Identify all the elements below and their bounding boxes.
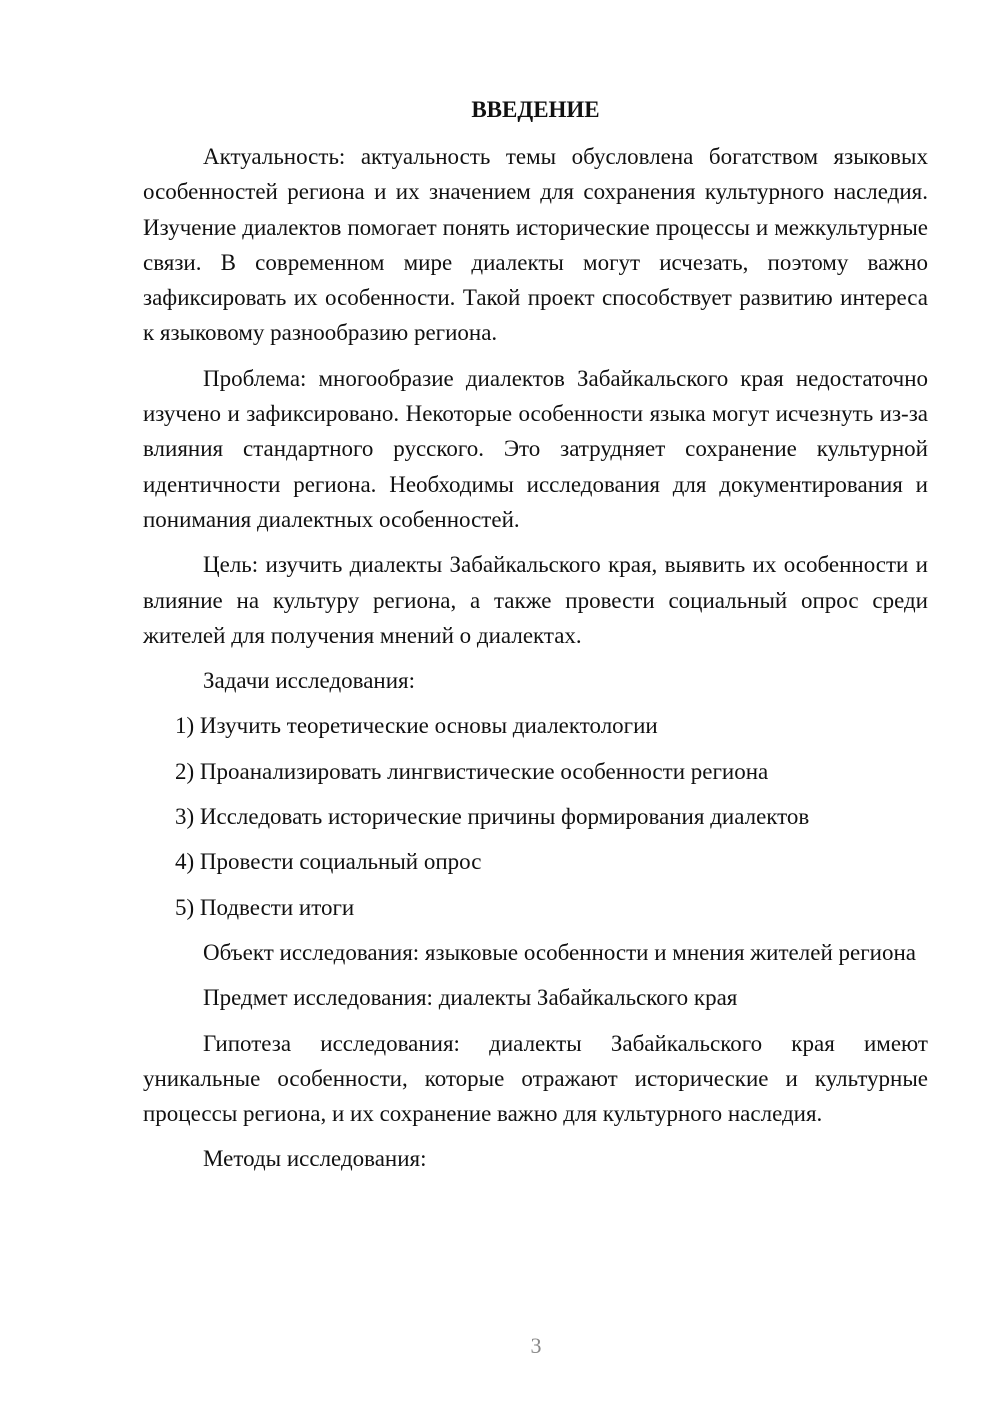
tasks-list <box>143 708 928 924</box>
methods-paragraph: Методы исследования: <box>203 1146 427 1172</box>
section-heading: ВВЕДЕНИЕ <box>471 97 600 122</box>
list-item: 2) Проанализировать лингвистические особенности региона <box>175 758 769 784</box>
subject-paragraph: Предмет исследования: диалекты Забайкальского края <box>203 985 738 1011</box>
problem-paragraph: Проблема: многообразие диалектов Забайкальского края недостаточно изучено и зафиксировано. Некоторые особенности языка могут исчезнуть из-за влияния стандартного русского. Это затрудняет сохранение культурной идентичности региона. Необходимы исследования для документирования и понимания диалектных особенностей. <box>143 365 928 532</box>
page-content <box>143 92 928 1187</box>
list-item: 3) Исследовать исторические причины формирования диалектов <box>175 804 810 830</box>
list-item: 1) Изучить теоретические основы диалектологии <box>175 713 658 739</box>
relevance-paragraph: Актуальность: актуальность темы обусловлена богатством языковых особенностей региона и их значением для сохранения культурного наследия. Изучение диалектов помогает понять исторические процессы и межкультурные связи. В современном мире диалекты могут исчезать, поэтому важно зафиксировать их особенности. Такой проект способствует развитию интереса к языковому разнообразию региона. <box>143 144 928 346</box>
object-paragraph: Объект исследования: языковые особенности и мнения жителей региона <box>203 939 916 965</box>
tasks-intro: Задачи исследования: <box>203 668 416 694</box>
list-item: 4) Провести социальный опрос <box>175 849 482 875</box>
page-number: 3 <box>530 1333 542 1358</box>
list-item: 5) Подвести итоги <box>175 894 355 920</box>
goal-paragraph: Цель: изучить диалекты Забайкальского края, выявить их особенности и влияние на культуру региона, а также провести социальный опрос среди жителей для получения мнений о диалектах. <box>143 552 928 648</box>
hypothesis-paragraph: Гипотеза исследования: диалекты Забайкальского края имеют уникальные особенности, которые отражают исторические и культурные процессы региона, и их сохранение важно для культурного наследия. <box>143 1030 928 1127</box>
